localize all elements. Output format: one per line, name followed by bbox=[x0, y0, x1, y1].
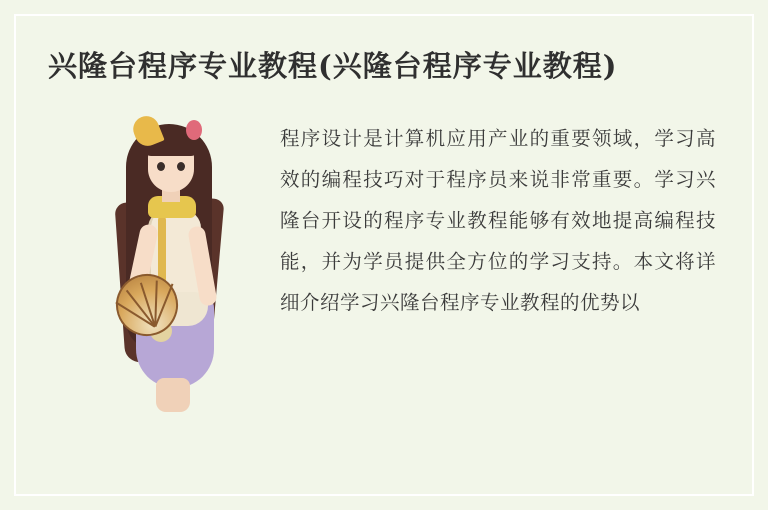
article-content bbox=[14, 14, 754, 496]
fan-rib-icon bbox=[126, 290, 156, 328]
article-paragraph: 程序设计是计算机应用产业的重要领域，学习高效的编程技巧对于程序员来说非常重要。学习兴隆台开设的程序专业教程能够有效地提高编程技能，并为学员提供全方位的学习支持。本文将详细介绍学习兴隆台程序专业教程的优势以 bbox=[280, 126, 716, 314]
legs-icon bbox=[156, 378, 190, 412]
article-body bbox=[48, 98, 720, 416]
anime-girl-with-fan-icon bbox=[104, 106, 254, 416]
right-eye-icon bbox=[177, 162, 185, 171]
page-title: 兴隆台程序专业教程(兴隆台程序专业教程) bbox=[48, 49, 618, 83]
hair-flower-icon bbox=[186, 120, 202, 140]
article-illustration bbox=[104, 106, 254, 416]
left-eye-icon bbox=[157, 162, 165, 171]
